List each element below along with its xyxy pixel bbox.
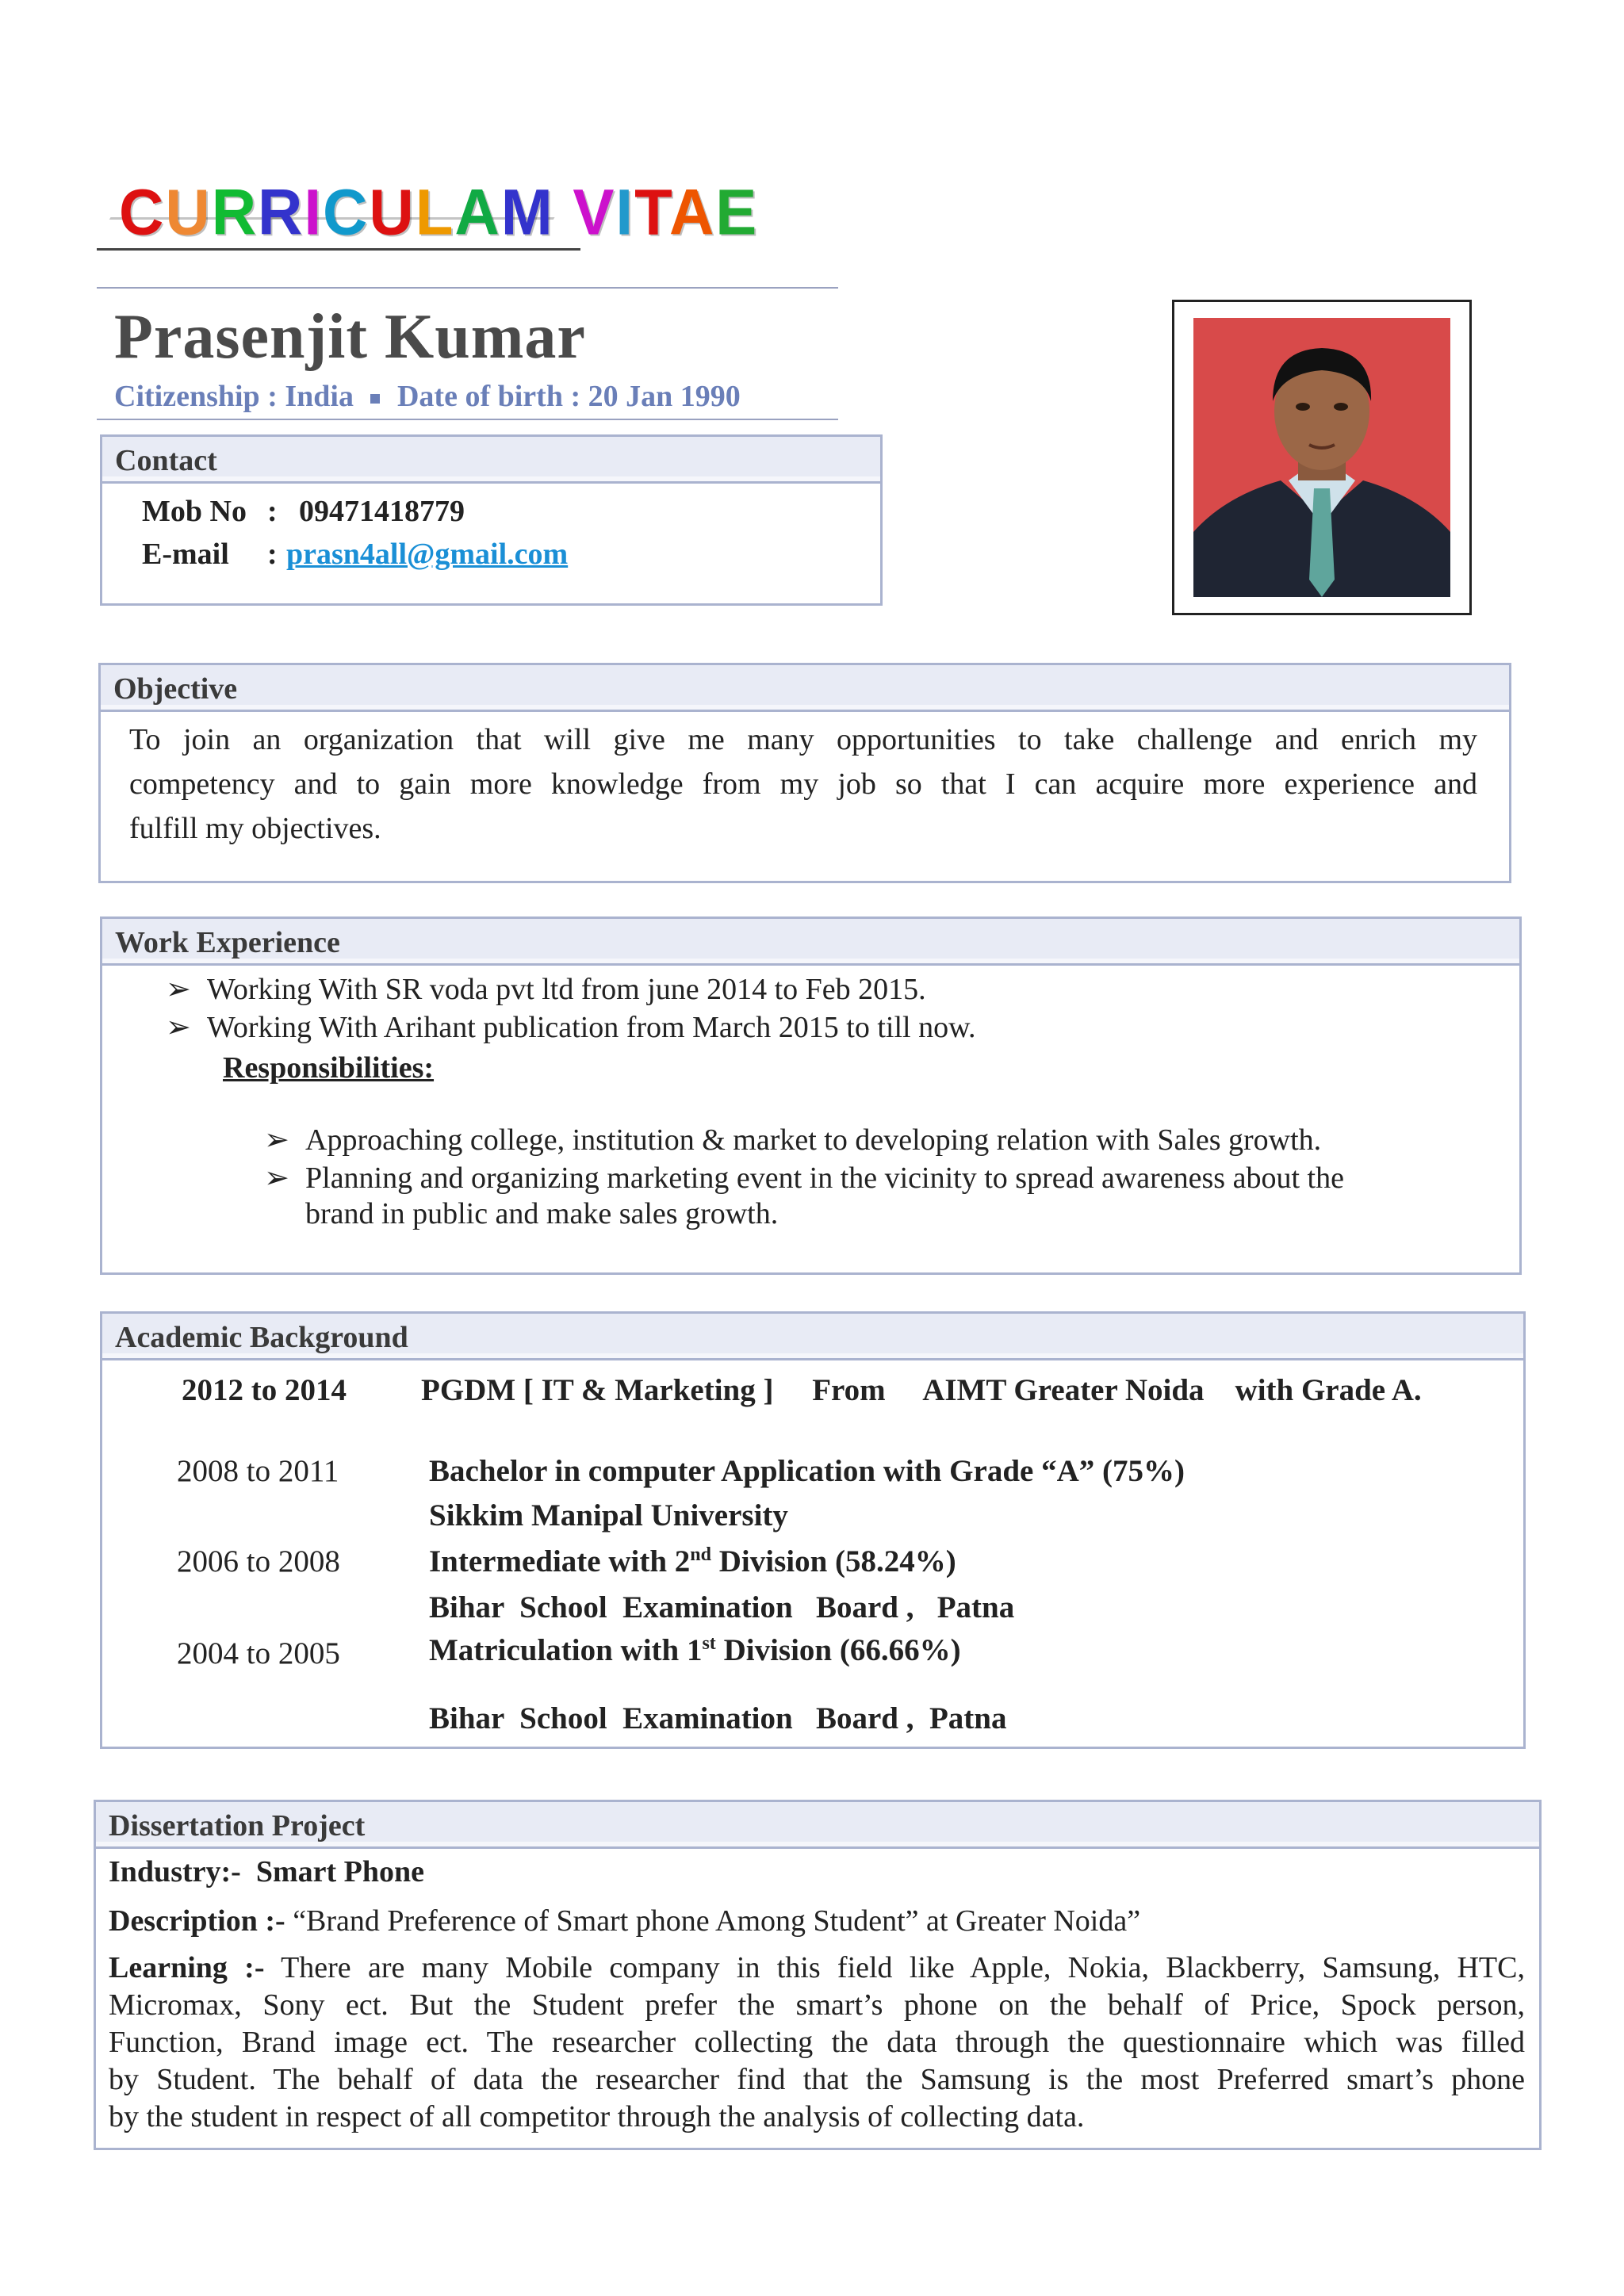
responsibilities-heading: Responsibilities: (223, 1051, 435, 1085)
name-bottom-rule (97, 419, 838, 420)
description-line: Description :- “Brand Preference of Smart phone Among Student” at Greater Noida” (109, 1904, 1141, 1938)
arrow-bullet-icon: ➢ (166, 973, 191, 1006)
mobile-label: Mob No (142, 495, 247, 528)
arrow-bullet-icon: ➢ (166, 1011, 191, 1044)
profile-photo (1193, 318, 1450, 597)
academic-institution: Sikkim Manipal University (429, 1498, 788, 1533)
work-item: ➢ Working With Arihant publication from March 2015 to till now. (166, 1011, 976, 1044)
academic-years: 2006 to 2008 (177, 1544, 340, 1578)
name-top-rule (97, 287, 838, 289)
industry-line: Industry:- Smart Phone (109, 1855, 424, 1888)
profile-photo-frame (1172, 300, 1472, 615)
arrow-bullet-icon: ➢ (264, 1161, 289, 1195)
dissertation-heading: Dissertation Project (109, 1809, 366, 1843)
citizenship-value: India (285, 380, 354, 413)
responsibility-item: ➢ Planning and organizing marketing event in the vicinity to spread awareness about the (264, 1161, 1344, 1195)
academic-years: 2012 to 2014 (182, 1373, 347, 1407)
academic-header (102, 1314, 1523, 1360)
objective-text (129, 718, 1477, 851)
work-experience-section (100, 916, 1522, 1275)
arrow-bullet-icon: ➢ (264, 1123, 289, 1157)
academic-section (100, 1311, 1526, 1749)
academic-heading: Academic Background (115, 1321, 408, 1354)
work-heading: Work Experience (115, 926, 340, 959)
work-header (102, 919, 1519, 966)
contact-header (102, 437, 880, 484)
objective-line: fulfill my objectives. (129, 812, 381, 845)
work-item: ➢ Working With SR voda pvt ltd from june 2014 to Feb 2015. (166, 973, 926, 1006)
logo-underline (97, 248, 580, 251)
email-link[interactable]: prasn4all@gmail.com (286, 538, 569, 571)
academic-degree: Matriculation with 1st Division (66.66%) (429, 1633, 961, 1667)
academic-degree: Intermediate with 2nd Division (58.24%) (429, 1544, 956, 1578)
person-details: Citizenship : India Date of birth : 20 Jan 1990 (114, 380, 741, 413)
dissertation-header (96, 1802, 1539, 1849)
curriculum-vitae-logo (95, 166, 759, 254)
academic-institution: Bihar School Examination Board , Patna (429, 1701, 1007, 1735)
responsibility-item-continued: brand in public and make sales growth. (305, 1197, 779, 1230)
logo-text: CURRICULAM VITAE (119, 174, 759, 249)
responsibility-item: ➢ Approaching college, institution & market to developing relation with Sales growth. (264, 1123, 1322, 1157)
dob-label: Date of birth (396, 380, 563, 413)
objective-section (98, 663, 1511, 883)
academic-degree: PGDM [ IT & Marketing ] From AIMT Greater Noida with Grade A. (421, 1373, 1422, 1407)
academic-degree: Bachelor in computer Application with Grade “A” (75%) (429, 1454, 1185, 1488)
contact-section: Contact Mob No : 09471418779 E-mail : prasn4all@gmail.com (100, 434, 883, 606)
objective-line: competency and to gain more knowledge from my job so that I can acquire more experience and (129, 767, 1477, 801)
mobile-number: 09471418779 (299, 495, 465, 528)
objective-line: To join an organization that will give me many opportunities to take challenge and enrich my (129, 723, 1477, 756)
citizenship-label: Citizenship (114, 380, 260, 413)
objective-header (101, 665, 1509, 712)
academic-institution: Bihar School Examination Board , Patna (429, 1590, 1015, 1624)
learning-paragraph: Learning :- There are many Mobile company in this field like Apple, Nokia, Blackberry, Samsung, HTC, Micromax, Sony ect. But the Student prefer the smart’s phone on the behalf of Price, Spock person, Function, Brand image ect. The researcher collecting the data through the questionnaire which was filled by Student. The behalf of data the researcher find that the Samsung is the most Preferred smart’s phone by the student in respect of all competitor through the analysis of collecting data. (109, 1951, 1525, 2133)
email-label: E-mail (142, 538, 229, 571)
objective-heading: Objective (113, 672, 238, 706)
dissertation-section (94, 1800, 1542, 2150)
dob-value: 20 Jan 1990 (588, 380, 741, 413)
contact-heading: Contact (115, 444, 217, 477)
academic-years: 2008 to 2011 (177, 1454, 339, 1488)
separator-square (370, 394, 380, 404)
academic-years: 2004 to 2005 (177, 1636, 340, 1670)
person-name: Prasenjit Kumar (114, 302, 586, 372)
